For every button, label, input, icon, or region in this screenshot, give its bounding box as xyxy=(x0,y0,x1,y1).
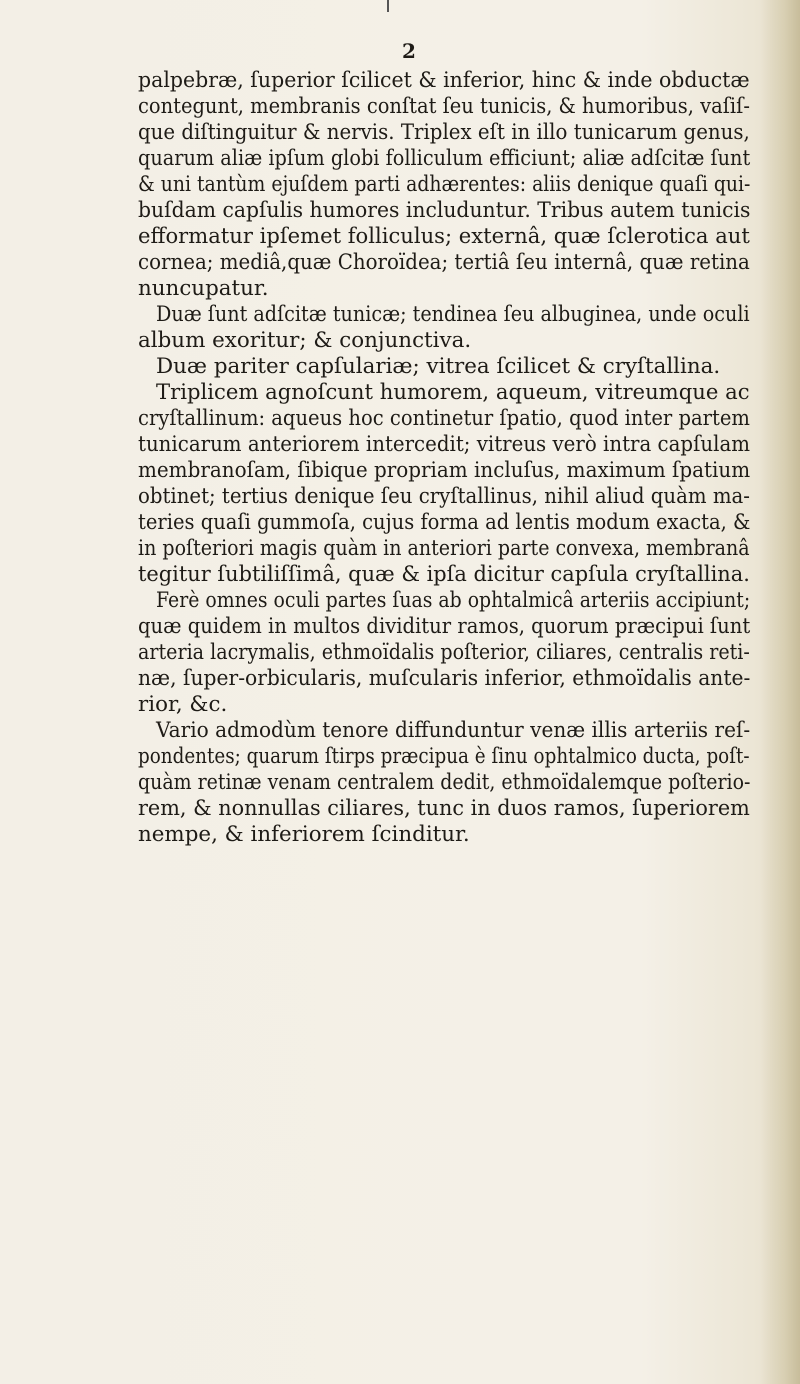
text-line: Ferè omnes oculi partes ſuas ab ophtalmicâ arteriis accipiunt; xyxy=(156,588,751,613)
text-line: efformatur ipſemet folliculus; externâ, quæ ſclerotica aut xyxy=(138,224,750,249)
text-line: nuncupatur. xyxy=(138,276,269,301)
text-line: obtinet; tertius denique ſeu cryſtallinus, nihil aliud quàm ma- xyxy=(138,484,750,509)
text-line: Duæ ſunt adſcitæ tunicæ; tendinea ſeu albuginea, unde oculi xyxy=(156,302,750,327)
text-line: teries quaſi gummoſa, cujus forma ad lentis modum exacta, & xyxy=(138,510,751,535)
text-line: nempe, & inferiorem ſcinditur. xyxy=(138,822,470,847)
text-line: arteria lacrymalis, ethmoïdalis poſterior, ciliares, centralis reti- xyxy=(138,640,750,665)
text-line: cornea; mediâ,quæ Choroïdea; tertiâ ſeu internâ, quæ retina xyxy=(138,250,750,275)
text-line: membranoſam, ſibique propriam incluſus, maximum ſpatium xyxy=(138,458,751,483)
text-line: Triplicem agnoſcunt humorem, aqueum, vitreumque ac xyxy=(156,380,750,405)
text-line: buſdam capſulis humores includuntur. Tribus autem tunicis xyxy=(138,198,751,223)
text-line: rem, & nonnullas ciliares, tunc in duos ramos, ſuperiorem xyxy=(138,796,750,821)
text-line: & uni tantùm ejuſdem parti adhærentes: aliis denique quaſi qui- xyxy=(138,172,751,197)
text-line: tegitur ſubtiliſſimâ, quæ & ipſa dicitur capſula cryſtallina. xyxy=(138,562,750,587)
text-line: quæ quidem in multos dividitur ramos, quorum præcipui ſunt xyxy=(138,614,751,639)
text-line: que diſtinguitur & nervis. Triplex eſt in illo tunicarum genus, xyxy=(138,120,750,145)
text-line: Duæ pariter capſulariæ; vitrea ſcilicet & cryſtallina. xyxy=(156,354,721,379)
text-line: tunicarum anteriorem intercedit; vitreus verò intra capſulam xyxy=(138,432,751,457)
text-line: næ, ſuper-orbicularis, muſcularis inferior, ethmoïdalis ante- xyxy=(138,666,751,691)
text-line: quarum aliæ ipſum globi folliculum efficiunt; aliæ adſcitæ ſunt xyxy=(138,146,751,171)
text-line: pondentes; quarum ſtirps præcipua è ſinu ophtalmico ducta, poſt- xyxy=(138,744,750,769)
text-line: Vario admodùm tenore diffunduntur venæ illis arteriis reſ- xyxy=(156,718,751,743)
page-number: 2 xyxy=(402,39,416,63)
top-mark xyxy=(387,0,389,12)
page-edge-shadow xyxy=(760,0,800,1384)
text-line: palpebræ, ſuperior ſcilicet & inferior, hinc & inde obductæ xyxy=(138,68,750,93)
text-line: cryſtallinum: aqueus hoc continetur ſpatio, quod inter partem xyxy=(138,406,750,431)
text-line: album exoritur; & conjunctiva. xyxy=(138,328,472,353)
text-line: quàm retinæ venam centralem dedit, ethmoïdalemque poſterio- xyxy=(138,770,751,795)
text-line: contegunt, membranis conſtat ſeu tunicis, & humoribus, vaſiſ- xyxy=(138,94,750,119)
text-line: in poſteriori magis quàm in anteriori parte convexa, membranâ xyxy=(138,536,750,561)
text-line: rior, &c. xyxy=(138,692,228,717)
